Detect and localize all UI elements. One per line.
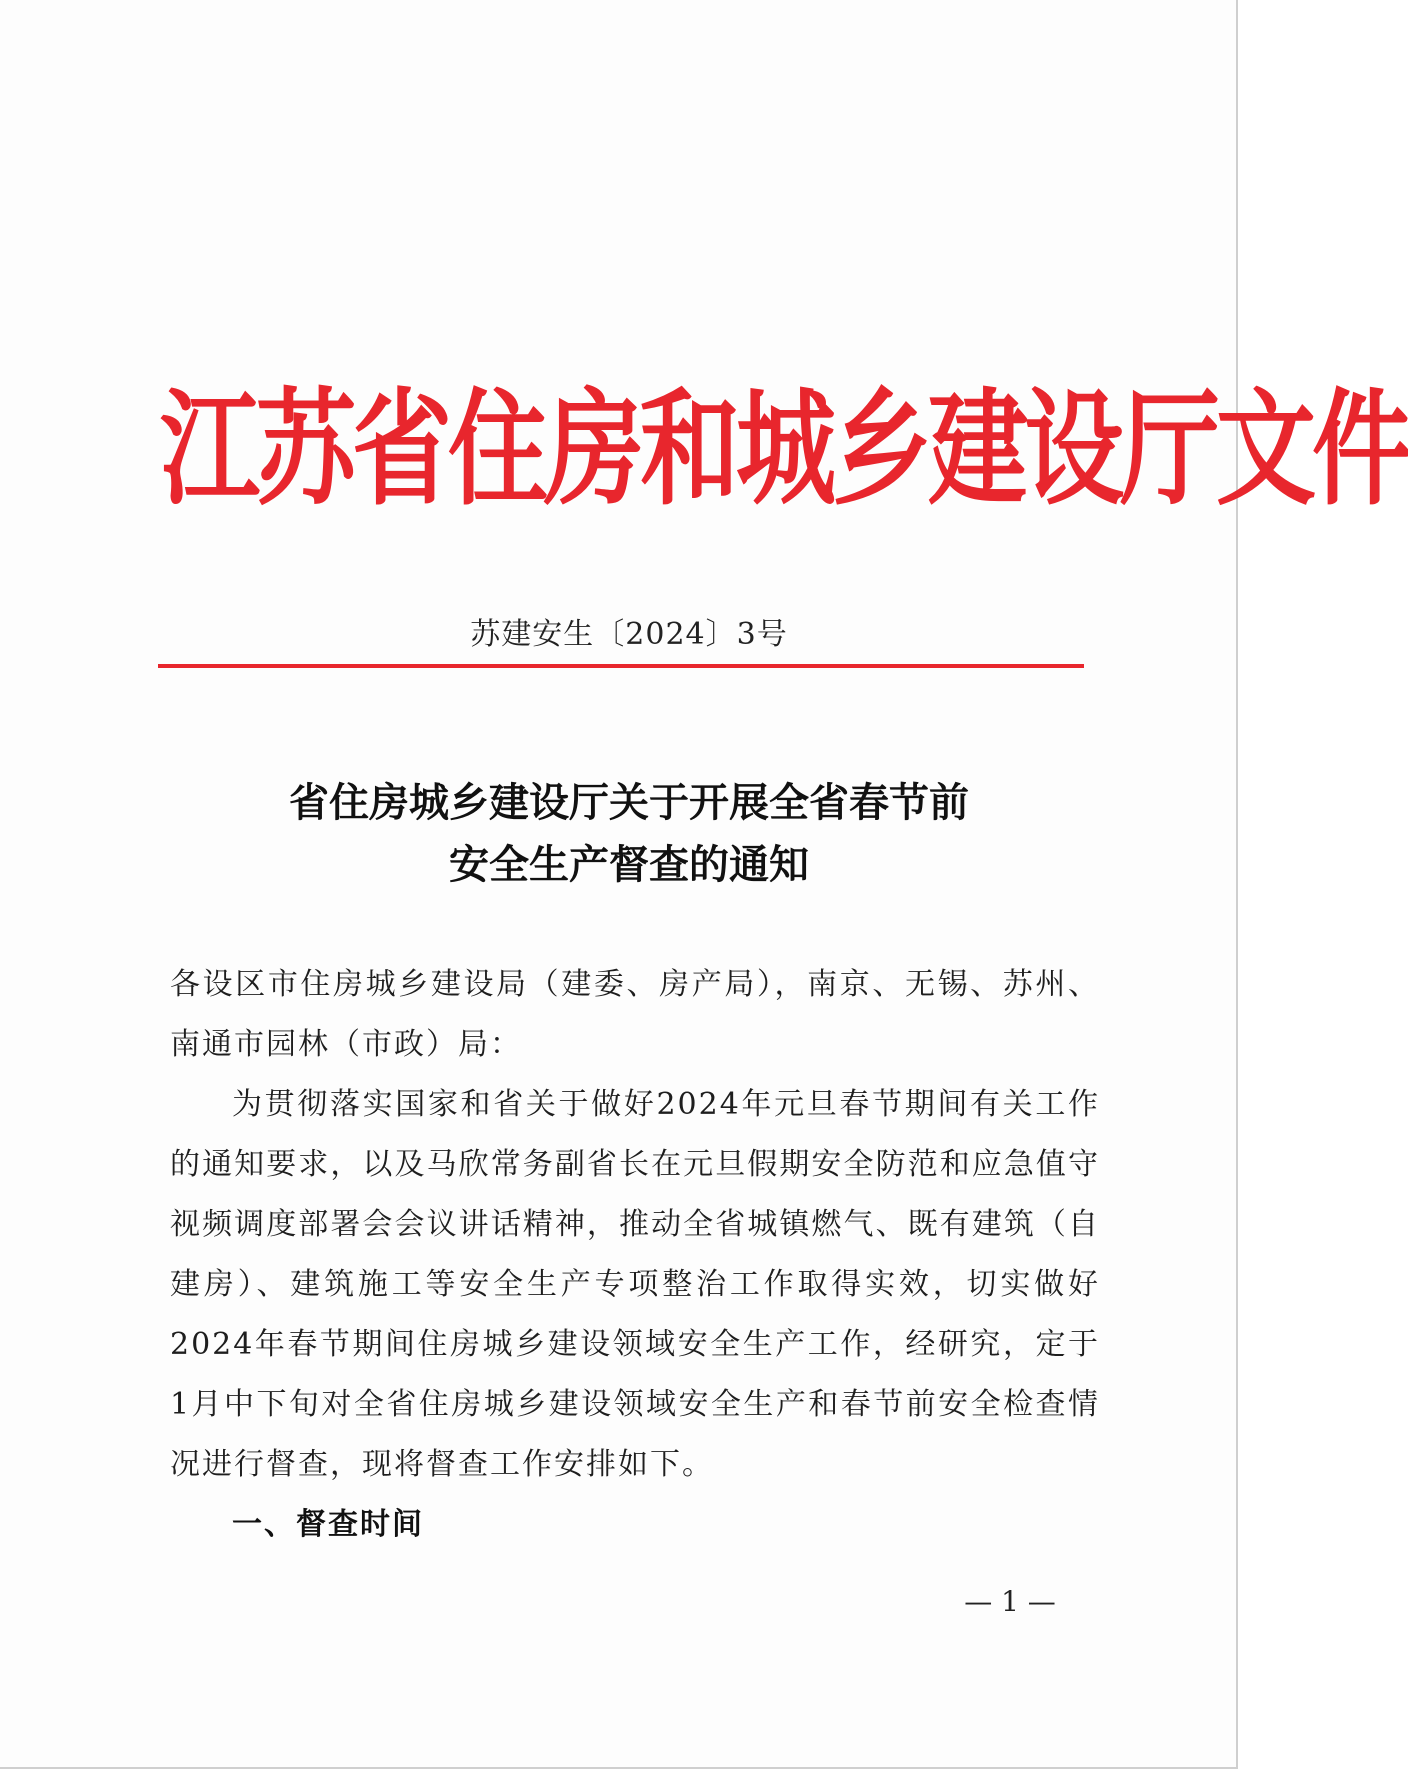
section-heading-1: 一、督查时间: [232, 1507, 424, 1542]
notice-title: [0, 772, 1258, 896]
page-number: — 1 —: [964, 1585, 1056, 1618]
body-paragraph-1: 为贯彻落实国家和省关于做好2024年元旦春节期间有关工作的通知要求，以及马欣常务副省长在元旦假期安全防范和应急值守视频调度部署会会议讲话精神，推动全省城镇燃气、既有建筑（自建房）、建筑施工等安全生产专项整治工作取得实效，切实做好2024年春节期间住房城乡建设领域安全生产工作，经研究，定于1月中下旬对全省住房城乡建设领域安全生产和春节前安全检查情况进行督查，现将督查工作安排如下。: [170, 1087, 1100, 1482]
document-body: [170, 955, 1100, 1555]
red-separator-line: [158, 664, 1084, 668]
notice-title-line-1: 省住房城乡建设厅关于开展全省春节前: [289, 780, 969, 826]
document-number: 苏建安生〔2024〕3号: [470, 617, 788, 652]
addressee: 各设区市住房城乡建设局（建委、房产局），南京、无锡、苏州、南通市园林（市政）局：: [170, 967, 1100, 1062]
notice-title-line-2: 安全生产督查的通知: [449, 842, 809, 888]
masthead-title: 江苏省住房和城乡建设厅文件: [160, 376, 1408, 523]
